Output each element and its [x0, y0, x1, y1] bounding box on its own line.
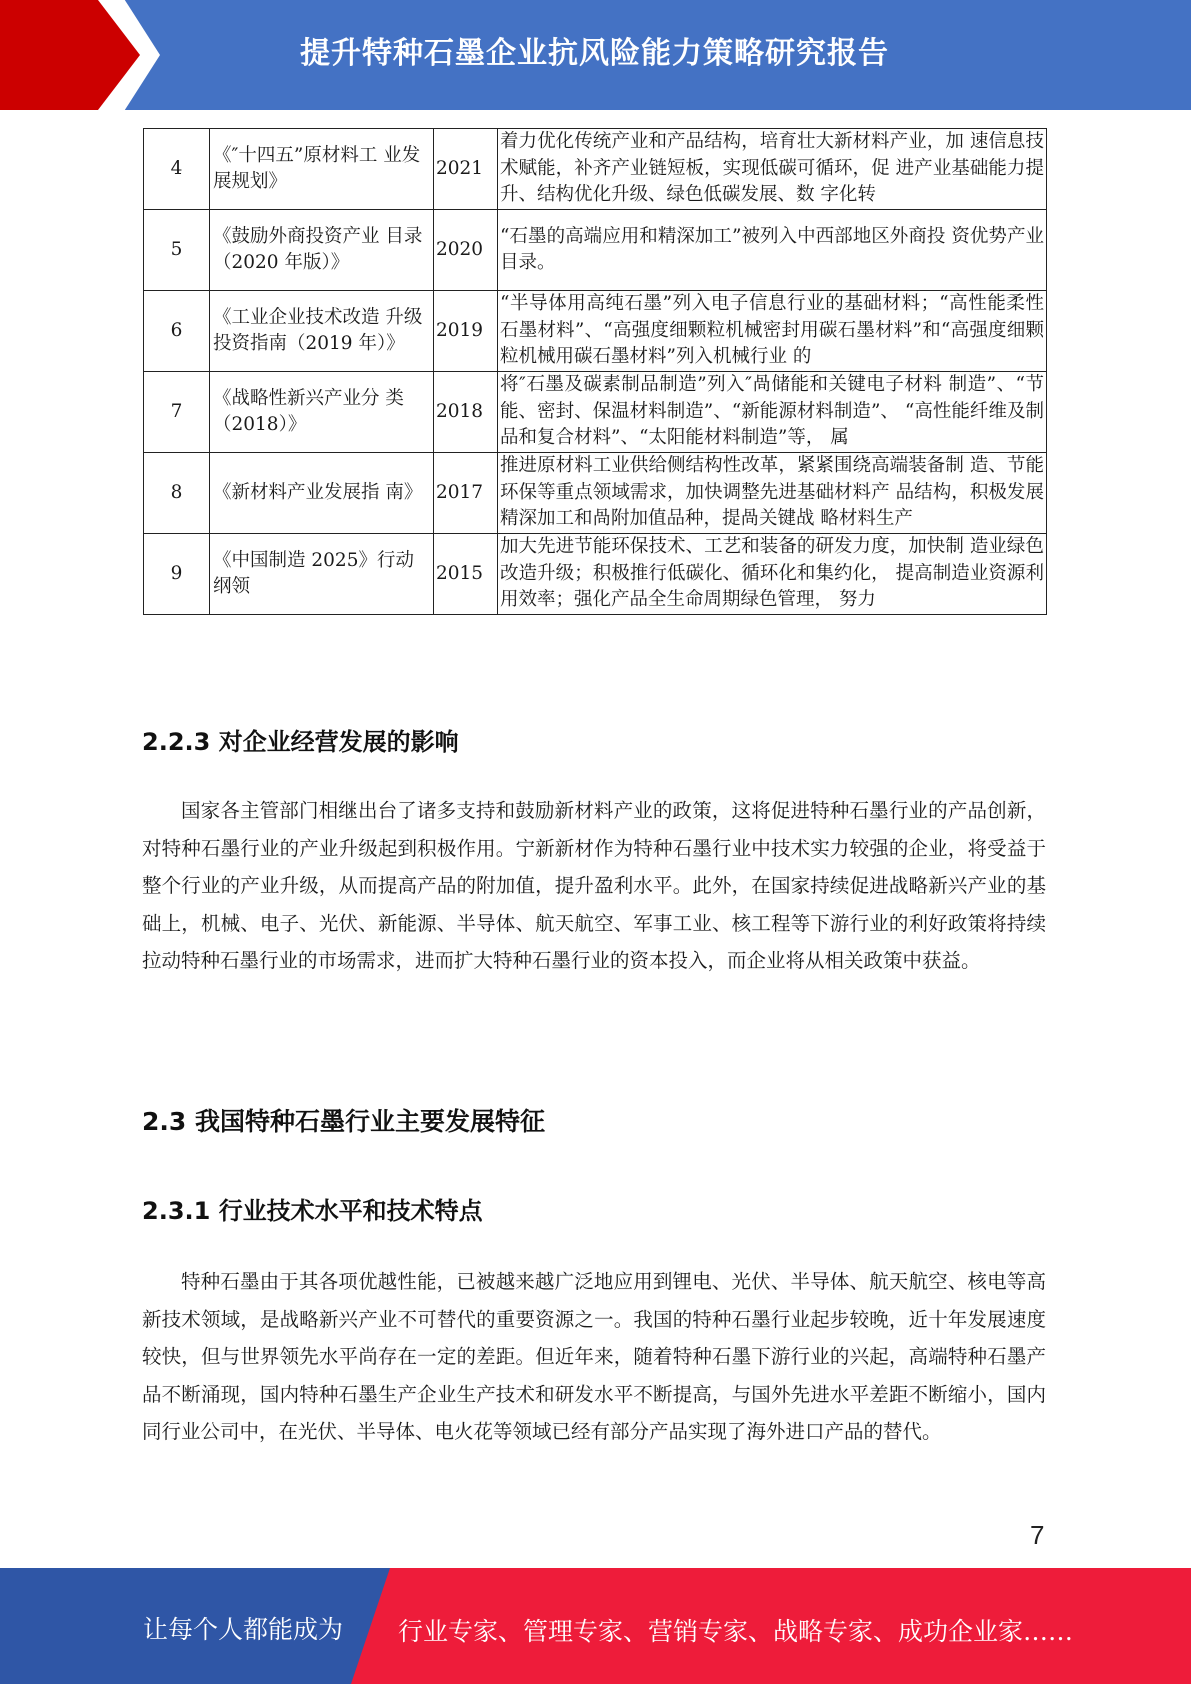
table-row	[144, 291, 1047, 372]
policy-year-cell	[434, 291, 498, 372]
row-index-cell	[144, 129, 210, 210]
policy-name-cell-text: 《中国制造 2025》行动 纲领	[213, 549, 414, 597]
row-index-cell-text: 6	[170, 319, 183, 341]
row-index-cell-text: 5	[170, 238, 183, 260]
section-heading-2-3: 2.3 我国特种石墨行业主要发展特征	[142, 1107, 545, 1136]
policy-name-cell	[210, 534, 434, 615]
policy-description-cell	[498, 372, 1047, 453]
footer-slogan-left: 让每个人都能成为	[143, 1615, 344, 1644]
policy-description-cell-text: 着力优化传统产业和产品结构，培育壮大新材料产业，加 速信息技术赋能，补齐产业链短板，实现低碳可循环，促 进产业基础能力提升、结构优化升级、绿色低碳发展、数 字化转	[500, 131, 1044, 206]
policy-description-cell-text: 将″石墨及碳素制品制造”列入″咼储能和关键电子材料 制造”、“节能、密封、保温材料制造”、“新能源材料制造”、 “高性能纤维及制品和复合材料”、“太阳能材料制造”等， 属	[500, 374, 1044, 449]
policy-name-cell	[210, 453, 434, 534]
policy-year-cell	[434, 372, 498, 453]
policy-description-cell-text: “半导体用高纯石墨”列入电子信息行业的基础材料；“高性能柔性石墨材料”、“高强度细颗粒机械密封用碳石墨材料”和“高强度细颗粒机械用碳石墨材料”列入机械行业 的	[500, 293, 1044, 368]
page-header	[0, 0, 1191, 110]
row-index-cell-text: 9	[170, 562, 183, 584]
row-index-cell	[144, 210, 210, 291]
policy-year-cell	[434, 129, 498, 210]
policy-name-cell-text: 《″十四五”原材料工 业发展规划》	[213, 144, 421, 192]
page-footer	[0, 1568, 1191, 1684]
table-row	[144, 453, 1047, 534]
policy-description-cell	[498, 453, 1047, 534]
row-index-cell	[144, 453, 210, 534]
policy-description-cell	[498, 129, 1047, 210]
table-row	[144, 129, 1047, 210]
row-index-cell-text: 7	[170, 400, 183, 422]
policy-name-cell-text: 《战略性新兴产业分 类（2018）》	[213, 387, 404, 435]
policy-name-cell	[210, 372, 434, 453]
policy-year-cell-text: 2021	[436, 157, 484, 179]
table-row	[144, 534, 1047, 615]
policy-year-cell-text: 2020	[436, 238, 484, 260]
footer-slogan-right: 行业专家、管理专家、营销专家、战略专家、成功企业家……	[398, 1617, 1074, 1646]
policy-name-cell-text: 《工业企业技术改造 升级投资指南（2019 年）》	[213, 306, 423, 354]
policy-description-cell-text: 推进原材料工业供给侧结构性改革，紧紧围绕高端装备制 造、节能环保等重点领域需求，加快调整先进基础材料产 品结构，积极发展精深加工和咼附加值品种，提咼关键战 略材料生产	[500, 455, 1044, 530]
policy-table	[143, 128, 1047, 615]
policy-year-cell-text: 2015	[436, 562, 484, 584]
section-2-2-3-paragraph: 国家各主管部门相继出台了诸多支持和鼓励新材料产业的政策，这将促进特种石墨行业的产品创新，对特种石墨行业的产业升级起到积极作用。宁新新材作为特种石墨行业中技术实力较强的企业，将受益于整个行业的产业升级，从而提高产品的附加值，提升盈利水平。此外，在国家持续促进战略新兴产业的基础上，机械、电子、光伏、新能源、半导体、航天航空、军事工业、核工程等下游行业的利好政策将持续拉动特种石墨行业的市场需求，进而扩大特种石墨行业的资本投入，而企业将从相关政策中获益。	[142, 799, 1046, 972]
policy-name-cell	[210, 129, 434, 210]
section-heading-2-3-1: 2.3.1 行业技术水平和技术特点	[142, 1197, 483, 1225]
policy-year-cell-text: 2017	[436, 481, 484, 503]
policy-description-cell	[498, 210, 1047, 291]
policy-description-cell	[498, 534, 1047, 615]
policy-year-cell-text: 2019	[436, 319, 484, 341]
policy-description-cell	[498, 291, 1047, 372]
policy-table-body	[144, 129, 1047, 615]
policy-description-cell-text: “石墨的高端应用和精深加工”被列入中西部地区外商投 资优势产业目录。	[500, 225, 1044, 273]
row-index-cell	[144, 372, 210, 453]
policy-name-cell-text: 《鼓励外商投资产业 目录（2020 年版）》	[213, 225, 423, 273]
policy-description-cell-text: 加大先进节能环保技术、工艺和装备的研发力度，加快制 造业绿色改造升级；积极推行低碳化、循环化和集约化， 提高制造业资源利用效率；强化产品全生命周期绿色管理， 努力	[500, 536, 1044, 611]
report-title: 提升特种石墨企业抗风险能力策略研究报告	[300, 36, 889, 71]
policy-year-cell-text: 2018	[436, 400, 484, 422]
page-number: 7	[1030, 1520, 1045, 1550]
policy-name-cell-text: 《新材料产业发展指 南》	[213, 481, 423, 503]
row-index-cell-text: 8	[170, 481, 183, 503]
row-index-cell	[144, 291, 210, 372]
policy-year-cell	[434, 534, 498, 615]
row-index-cell	[144, 534, 210, 615]
row-index-cell-text: 4	[170, 157, 183, 179]
table-row	[144, 372, 1047, 453]
table-row	[144, 210, 1047, 291]
policy-name-cell	[210, 210, 434, 291]
policy-year-cell	[434, 210, 498, 291]
section-2-3-1-paragraph: 特种石墨由于其各项优越性能，已被越来越广泛地应用到锂电、光伏、半导体、航天航空、核电等高新技术领域，是战略新兴产业不可替代的重要资源之一。我国的特种石墨行业起步较晚，近十年发展速度较快，但与世界领先水平尚存在一定的差距。但近年来，随着特种石墨下游行业的兴起，高端特种石墨产品不断涌现，国内特种石墨生产企业生产技术和研发水平不断提高，与国外先进水平差距不断缩小，国内同行业公司中，在光伏、半导体、电火花等领域已经有部分产品实现了海外进口产品的替代。	[142, 1270, 1046, 1443]
policy-name-cell	[210, 291, 434, 372]
policy-year-cell	[434, 453, 498, 534]
section-heading-2-2-3: 2.2.3 对企业经营发展的影响	[142, 728, 459, 756]
